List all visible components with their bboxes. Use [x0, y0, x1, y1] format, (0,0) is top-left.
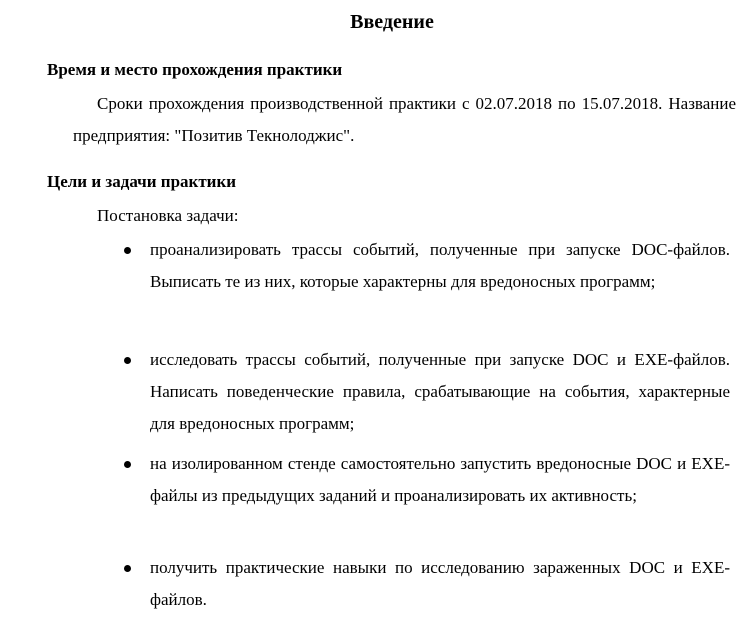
section-paragraph-dates: Сроки прохождения производственной практики с 02.07.2018 по 15.07.2018. Название предприятия: "Позитив Текнолоджис".: [73, 94, 736, 145]
section-heading-goals: Цели и задачи практики: [47, 172, 237, 191]
bullet-icon: [124, 565, 131, 572]
list-item: [150, 448, 730, 512]
section-heading-time-place: Время и место прохождения практики: [47, 60, 343, 79]
list-item-text: проанализировать трассы событий, полученные при запуске DOC-файлов. Выписать те из них, которые характерны для вредоносных программ;: [150, 240, 730, 291]
bullet-icon: [124, 357, 131, 364]
list-item: [150, 234, 730, 298]
list-item-text: на изолированном стенде самостоятельно запустить вредоносные DOC и EXE-файлы из предыдущих заданий и проанализировать их активность;: [150, 454, 730, 505]
list-item: [150, 344, 730, 440]
page-title: Введение: [350, 11, 434, 33]
bullet-icon: [124, 461, 131, 468]
list-item-text: исследовать трассы событий, полученные при запуске DOC и EXE-файлов. Написать поведенческие правила, срабатывающие на события, характерные для вредоносных программ;: [150, 350, 730, 433]
bullet-icon: [124, 247, 131, 254]
list-item: [150, 552, 730, 616]
list-item-text: получить практические навыки по исследованию зараженных DOC и EXE-файлов.: [150, 558, 730, 609]
task-lead-text: Постановка задачи:: [97, 206, 239, 225]
